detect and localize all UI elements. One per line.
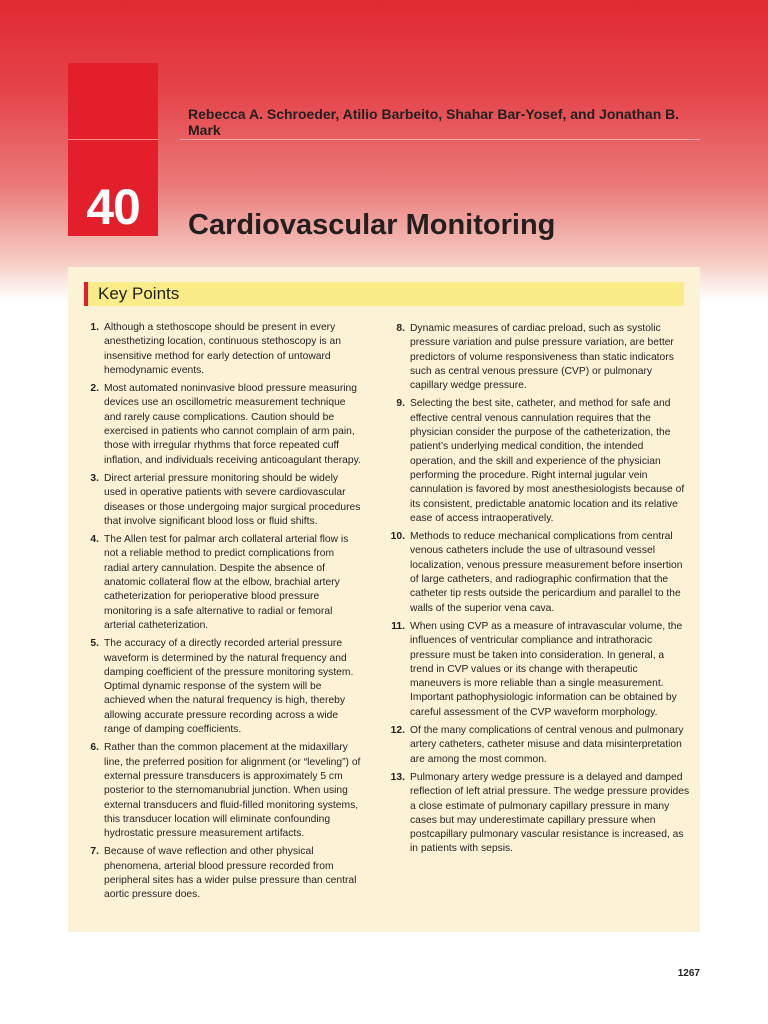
authors-divider bbox=[180, 139, 700, 140]
key-point: 12. Of the many complications of central venous and pulmonary artery catheters, catheter misuse and data misinterpretation are among the most common. bbox=[390, 725, 684, 765]
key-points-right-column bbox=[386, 322, 690, 861]
key-point: 2. Most automated noninvasive blood pressure measuring devices use an oscillometric measurement technique and rarely cause complications. Caution should be exercised in patients who cannot complain of arm pain, those with irregular rhythms that force repeated cuff inflation, and individuals receiving anticoagulant therapy. bbox=[90, 383, 361, 466]
key-point: 10. Methods to reduce mechanical complications from central venous catheters include the use of ultrasound vessel localization, venous pressure measurement before insertion of large catheters, and radiographic confirmation that the catheter tip rests outside the pericardium and parallel to the walls of the superior vena cava. bbox=[390, 531, 683, 614]
chapter-title: Cardiovascular Monitoring bbox=[188, 209, 556, 241]
key-point: 4. The Allen test for palmar arch collateral arterial flow is not a reliable method to predict complications from radial artery cannulation. Despite the absence of anatomic collateral flow at the elbow, brachial artery catheterization for perioperative blood pressure monitoring is a safe alternative to radial or femoral arterial catheterization. bbox=[90, 534, 349, 631]
key-point: 9. Selecting the best site, catheter, and method for safe and effective central venous cannulation requires that the physician consider the purpose of the catheterization, the patient’s underlying medical condition, the intended operation, and the skill and experience of the physician performing the procedure. Right internal jugular vein cannulation is favored by most anesthesiologists because of its consistent, predictable anatomic location and its relative ease of access intraoperatively. bbox=[396, 398, 685, 524]
key-point: 3. Direct arterial pressure monitoring should be widely used in operative patients with severe cardiovascular diseases or those undergoing major surgical procedures that involve significant blood loss or fluid shifts. bbox=[90, 472, 361, 527]
key-points-header bbox=[84, 282, 684, 306]
key-points-accent-bar bbox=[84, 282, 88, 306]
key-point: 5. The accuracy of a directly recorded arterial pressure waveform is determined by the natural frequency and damping coefficient of the pressure monitoring system. Optimal dynamic response of the system will be achieved when the natural frequency is high, thereby allowing accurate pressure recording across a wide range of damping coefficients. bbox=[90, 638, 354, 736]
key-point: 11. When using CVP as a measure of intravascular volume, the influences of ventricular compliance and intrathoracic pressure must be taken into consideration. In general, a trend in CVP values or its change with therapeutic maneuvers is more reliable than a single measurement. Important pathophysiologic information can be obtained by careful assessment of the CVP waveform morphology. bbox=[391, 620, 683, 718]
key-points-heading: Key Points bbox=[98, 284, 180, 303]
key-point: 6. Rather than the common placement at the midaxillary line, the preferred position for alignment (or “leveling”) of external pressure transducers is approximately 5 cm posterior to the sternomanubrial junction. When using external transducers and fluid-filled monitoring systems, this transducer location will eliminate confounding hydrostatic pressure measurement artifacts. bbox=[90, 742, 361, 840]
key-point: 8. Dynamic measures of cardiac preload, such as systolic pressure variation and pulse pressure variation, are better predictors of volume responsiveness than static indicators such as central venous pressure (CVP) or pulmonary capillary wedge pressure. bbox=[396, 323, 674, 392]
key-points-left-column bbox=[80, 321, 362, 907]
chapter-block-divider bbox=[68, 139, 158, 140]
key-point: 1. Although a stethoscope should be present in every anesthetizing location, continuous stethoscopy is an insensitive method for early detection of untoward hemodynamic events. bbox=[90, 322, 341, 376]
key-point: 7. Because of wave reflection and other physical phenomena, arterial blood pressure recorded from peripheral sites has a wider pulse pressure than central aortic pressure does. bbox=[90, 846, 357, 901]
chapter-authors: Rebecca A. Schroeder, Atilio Barbeito, Shahar Bar-Yosef, and Jonathan B. Mark bbox=[188, 106, 680, 138]
page-number: 1267 bbox=[677, 968, 700, 979]
chapter-number: 40 bbox=[86, 179, 140, 235]
key-point: 13. Pulmonary artery wedge pressure is a delayed and damped reflection of left atrial pressure. The wedge pressure provides a close estimate of pulmonary capillary pressure in many cases but may underestimate capillary pressure when postcapillary pulmonary vascular resistance is increased, as in patients with sepsis. bbox=[390, 771, 690, 855]
